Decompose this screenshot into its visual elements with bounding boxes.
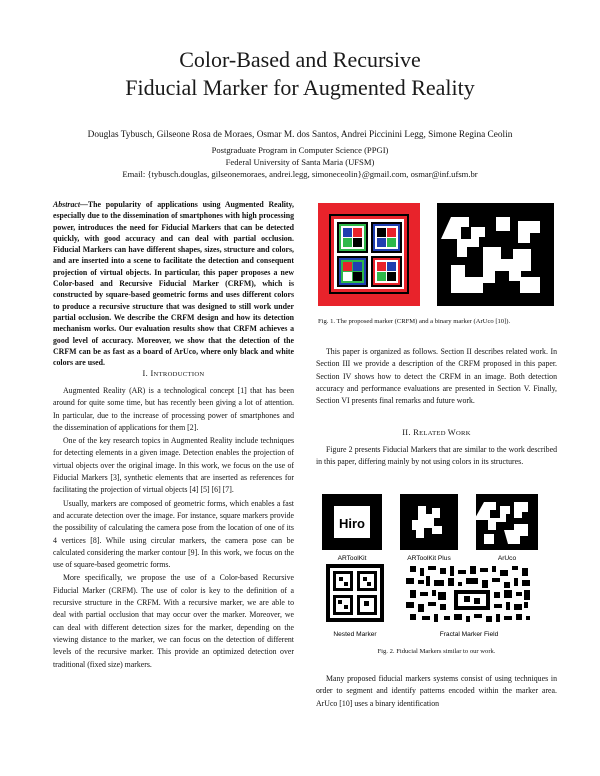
label-artoolkit: ARToolKit xyxy=(337,555,367,562)
affiliation-university: Federal University of Santa Maria (UFSM) xyxy=(225,157,375,167)
section-2-heading xyxy=(316,428,557,437)
section-2-rest2: ORK xyxy=(455,430,471,437)
abstract xyxy=(53,199,294,368)
author-list: Douglas Tybusch, Gilseone Rosa de Moraes, Osmar M. dos Santos, Andrei Piccinini Legg, Simone Regina Ceolin xyxy=(87,130,513,140)
section-2-body xyxy=(316,444,557,470)
section-1-body xyxy=(53,385,294,672)
section-2-rest: ELATED xyxy=(419,430,448,437)
figure-2-caption: Fig. 2. Fiducial Markers similar to our work. xyxy=(377,648,496,655)
figure-2 xyxy=(318,486,554,646)
label-aruco: ArUco xyxy=(497,555,517,562)
figure-1-caption: Fig. 1. The proposed marker (CRFM) and a binary marker (ArUco [10]). xyxy=(318,318,511,325)
abstract-text: —The popularity of applications using Augmented Reality, especially due to the dissemination of smartphones with high processing power, introduces the need for Fiducial Markers that can be detected quickly, with good accuracy and can deal with partial occlusion. Fiducial Markers can have different shapes, sizes, structure and colors, and are inserted into a scene to facilitate the detection and consequent projection of virtual objects. In particular, this paper proposes a new Color-based and Recursive Fiducial Marker (CRFM), which is constructed by square-based geometric forms and uses different colors to produce a recursive structure that was designed to still work under partial occlusion. We describe the CRFM design and how its detection mechanism works. Our evaluation results show that CRFM achieves a good level of accuracy. Moreover, we show that the detection of the CRFM can be as fast as a board of ArUco, where only black and white colors are used. xyxy=(53,200,294,368)
affiliation-email: Email: {tybusch.douglas, gilseonemoraes, andrei.legg, simoneceolin}@gmail.com, osmar@inf.ufsm.br xyxy=(122,169,478,179)
artoolkit-marker xyxy=(322,494,382,550)
title-line-1: Color-Based and Recursive xyxy=(179,47,421,72)
artoolkit-plus-marker xyxy=(400,494,458,550)
fractal-marker-field xyxy=(404,564,534,624)
section-2-continued xyxy=(316,673,557,711)
nested-marker xyxy=(326,564,384,622)
title-line-2: Fiducial Marker for Augmented Reality xyxy=(125,75,475,100)
section-1-heading xyxy=(53,369,294,378)
section-1-paragraph: More specifically, we propose the use of a Color-based Recursive Fiducial Marker (CRFM). The use of color is key to the definition of a recursive structure in the CRFM. With a recursive marker, we are able to deal with partial occlusion that may occur over the marker. Moreover, we can deal with different detection sizes for the marker, depending on the viewing distance to the marker, we can focus on the detection of different levels of the recursive marker. This provide an optimized detection over traditional (fixed size) markers. xyxy=(53,573,294,669)
organization-paragraph: This paper is organized as follows. Section II describes related work. In Section III we provide a description of the CRFM proposed in this paper. Section IV shows how to detect the CRFM in an image. Both detection accuracy and performance evaluations are presented in Section V. Finally, Section VI presents final remarks and future work. xyxy=(316,347,557,406)
section-1-paragraph: Usually, markers are composed of geometric forms, which enables a fast and accurate detection over the image. For instance, square markers provide the possibility of calculating the camera pose from the location of one of its 4 vertices [8]. While using circular markers, the camera pose can be calculated considering the marker contour [9]. In this work, we focus on the use of square-based geometric forms. xyxy=(53,498,294,570)
section-2-paragraph: Figure 2 presents Fiducial Markers that are similar to the work described in this paper, differing mainly by not using colors in its structures. xyxy=(316,445,557,467)
affiliation-program: Postgraduate Program in Computer Science (PPGI) xyxy=(211,145,389,155)
section-1-paragraph: Augmented Reality (AR) is a technological concept [1] that has been around for quite some time, but has recently been giving a lot of attention. In particular, due to the increase of processing power of smartphones and the dissemination of applications for them [2]. xyxy=(53,386,294,432)
section-1-number: I. xyxy=(142,369,149,378)
section-2-last-paragraph: Many proposed fiducial markers systems consist of using techniques in order to segment and identify patterns encoded within the marker area. ArUco [10] uses a binary identification xyxy=(316,674,557,708)
label-fractal-marker-field: Fractal Marker Field xyxy=(439,631,499,638)
section-1-rest: NTRODUCTION xyxy=(153,371,205,378)
label-nested-marker: Nested Marker xyxy=(333,631,377,638)
section-2-cap2: W xyxy=(447,428,456,437)
label-artoolkit-plus: ARToolKit Plus xyxy=(407,555,451,562)
figure-1 xyxy=(318,203,554,306)
section-1-cap: I xyxy=(150,369,154,378)
paper-title xyxy=(0,46,600,102)
aruco-marker xyxy=(437,203,554,306)
intro-continued xyxy=(316,346,557,408)
hiro-text: Hiro xyxy=(339,516,365,531)
abstract-label: Abstract xyxy=(53,200,81,209)
section-2-number: II. xyxy=(402,428,411,437)
section-1-paragraph: One of the key research topics in Augmented Reality include techniques for detecting elements in a given image. Detection enables the projection of virtual objects over the original image. In this work, we focus on the use of Fiducial Markers [3], synthetic elements that are inserted as references for facilitating the projection of virtual objects [4] [5] [6] [7]. xyxy=(53,436,294,495)
section-2-cap: R xyxy=(413,428,420,437)
aruco-small-marker xyxy=(474,494,538,550)
crfm-marker xyxy=(318,203,420,306)
